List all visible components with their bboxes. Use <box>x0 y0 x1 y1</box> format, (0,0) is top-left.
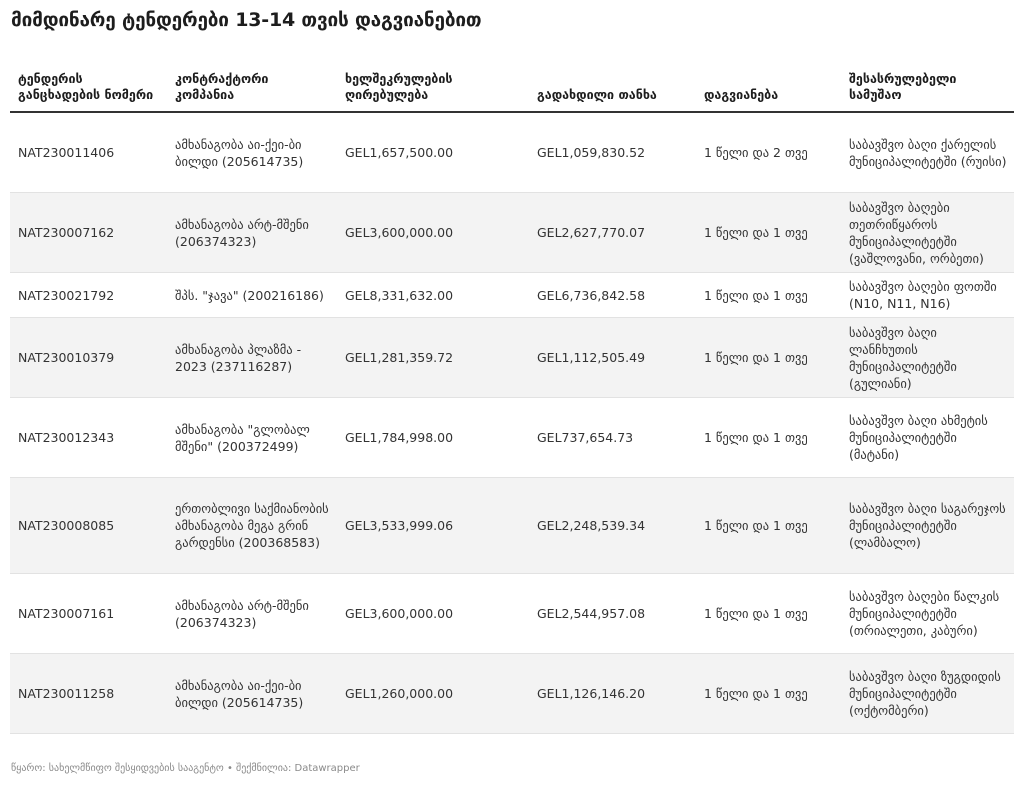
source-footer: წყარო: სახელმწიფო შესყიდვების სააგენტო • შექმნილია: Datawrapper <box>11 763 360 774</box>
cell-contract-value: GEL3,533,999.06 <box>337 478 529 574</box>
cell-paid-amount: GEL737,654.73 <box>529 398 696 478</box>
cell-delay: 1 წელი და 1 თვე <box>696 193 841 273</box>
cell-delay: 1 წელი და 1 თვე <box>696 318 841 398</box>
cell-work: საბავშვო ბაღები ფოთში (N10, N11, N16) <box>841 273 1014 318</box>
cell-contract-value: GEL1,281,359.72 <box>337 318 529 398</box>
cell-work: საბავშვო ბაღები თეთრიწყაროს მუნიციპალიტეტში (ვაშლოვანი, ორბეთი) <box>841 193 1014 273</box>
cell-contractor: ამხანაგობა აი-ქეი-ბი ბილდი (205614735) <box>167 654 337 734</box>
table-row <box>10 318 1014 398</box>
tenders-table <box>10 62 1014 734</box>
cell-contract-value: GEL3,600,000.00 <box>337 574 529 654</box>
cell-tender-number: NAT230021792 <box>10 273 167 318</box>
cell-work: საბავშვო ბაღი ზუგდიდის მუნიციპალიტეტში (ოქტომბერი) <box>841 654 1014 734</box>
cell-work: საბავშვო ბაღი ლანჩხუთის მუნიციპალიტეტში (გულიანი) <box>841 318 1014 398</box>
column-header-contractor[interactable]: კონტრაქტორი კომპანია <box>167 62 337 112</box>
cell-paid-amount: GEL2,544,957.08 <box>529 574 696 654</box>
chart-title: მიმდინარე ტენდერები 13-14 თვის დაგვიანებით <box>11 9 482 31</box>
cell-paid-amount: GEL2,248,539.34 <box>529 478 696 574</box>
cell-contract-value: GEL8,331,632.00 <box>337 273 529 318</box>
cell-contractor: შპს. "ჯავა" (200216186) <box>167 273 337 318</box>
cell-paid-amount: GEL1,059,830.52 <box>529 112 696 193</box>
column-header-tender-number[interactable]: ტენდერის განცხადების ნომერი <box>10 62 167 112</box>
cell-work: საბავშვო ბაღი საგარეჯოს მუნიციპალიტეტში (ლამბალო) <box>841 478 1014 574</box>
column-header-delay[interactable]: დაგვიანება <box>696 62 841 112</box>
cell-contractor: ერთობლივი საქმიანობის ამხანაგობა მეგა გრინ გარდენსი (200368583) <box>167 478 337 574</box>
table-row <box>10 398 1014 478</box>
cell-contract-value: GEL3,600,000.00 <box>337 193 529 273</box>
cell-tender-number: NAT230007162 <box>10 193 167 273</box>
cell-tender-number: NAT230011406 <box>10 112 167 193</box>
table-row <box>10 478 1014 574</box>
cell-tender-number: NAT230007161 <box>10 574 167 654</box>
cell-contract-value: GEL1,260,000.00 <box>337 654 529 734</box>
table-header-row <box>10 62 1014 112</box>
cell-paid-amount: GEL1,126,146.20 <box>529 654 696 734</box>
column-header-contract-value[interactable]: ხელშეკრულების ღირებულება <box>337 62 529 112</box>
column-header-work[interactable]: შესასრულებელი სამუშაო <box>841 62 1014 112</box>
cell-contractor: ამხანაგობა "გლობალ მშენი" (200372499) <box>167 398 337 478</box>
cell-delay: 1 წელი და 1 თვე <box>696 654 841 734</box>
cell-work: საბავშვო ბაღი ქარელის მუნიციპალიტეტში (რუისი) <box>841 112 1014 193</box>
cell-contractor: ამხანაგობა პლაზმა - 2023 (237116287) <box>167 318 337 398</box>
cell-contractor: ამხანაგობა არტ-მშენი (206374323) <box>167 574 337 654</box>
cell-paid-amount: GEL6,736,842.58 <box>529 273 696 318</box>
table-row <box>10 193 1014 273</box>
cell-paid-amount: GEL1,112,505.49 <box>529 318 696 398</box>
cell-work: საბავშვო ბაღი ახმეტის მუნიციპალიტეტში (მატანი) <box>841 398 1014 478</box>
cell-delay: 1 წელი და 1 თვე <box>696 398 841 478</box>
cell-contract-value: GEL1,784,998.00 <box>337 398 529 478</box>
cell-delay: 1 წელი და 1 თვე <box>696 273 841 318</box>
table-row <box>10 273 1014 318</box>
table-row <box>10 654 1014 734</box>
cell-tender-number: NAT230010379 <box>10 318 167 398</box>
cell-contractor: ამხანაგობა არტ-მშენი (206374323) <box>167 193 337 273</box>
cell-tender-number: NAT230008085 <box>10 478 167 574</box>
table-row <box>10 112 1014 193</box>
cell-contractor: ამხანაგობა აი-ქეი-ბი ბილდი (205614735) <box>167 112 337 193</box>
cell-paid-amount: GEL2,627,770.07 <box>529 193 696 273</box>
cell-contract-value: GEL1,657,500.00 <box>337 112 529 193</box>
cell-tender-number: NAT230012343 <box>10 398 167 478</box>
cell-delay: 1 წელი და 1 თვე <box>696 574 841 654</box>
cell-delay: 1 წელი და 2 თვე <box>696 112 841 193</box>
table-row <box>10 574 1014 654</box>
cell-work: საბავშვო ბაღები წალკის მუნიციპალიტეტში (თრიალეთი, კაბური) <box>841 574 1014 654</box>
cell-tender-number: NAT230011258 <box>10 654 167 734</box>
cell-delay: 1 წელი და 1 თვე <box>696 478 841 574</box>
column-header-paid-amount[interactable]: გადახდილი თანხა <box>529 62 696 112</box>
